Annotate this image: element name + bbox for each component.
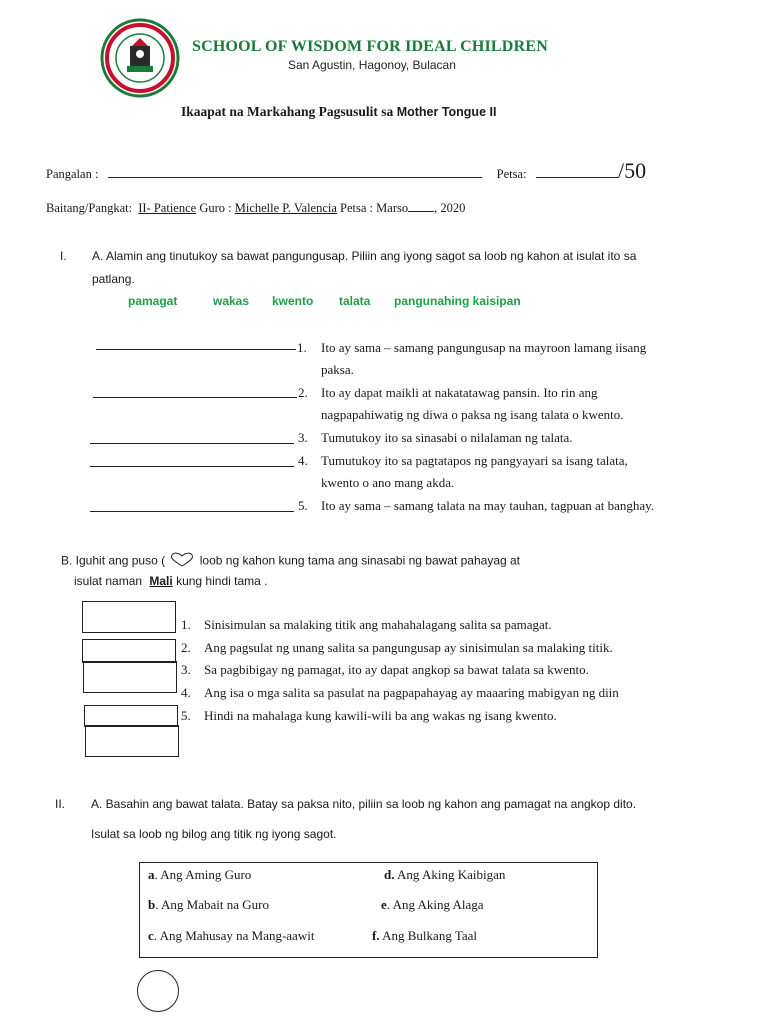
part1-roman: I. [60,249,67,263]
choice-item [148,928,314,944]
item-text: Ang isa o mga salita sa pasulat na pagpapahayag ay maaaring mabigyan ng diin [204,685,619,700]
item-text: Sinisimulan sa malaking titik ang mahahalagang salita sa pamagat. [204,617,552,632]
item-number: 1. [181,617,191,632]
answer-blank[interactable] [90,500,294,512]
school-address: San Agustin, Hagonoy, Bulacan [288,58,456,72]
word-bank-item: kwento [272,294,314,308]
item-number: 5. [181,708,191,723]
answer-box[interactable] [82,601,176,633]
choice-letter: c [148,928,154,943]
part1b-instruction-b: loob ng kahon kung tama ang sinasabi ng bawat pahayag at [199,553,521,568]
answer-box[interactable] [84,705,178,727]
name-label: Pangalan : [46,167,99,181]
choice-letter: d. [384,867,395,882]
item-text: Tumutukoy ito sa sinasabi o nilalaman ng talata. [321,430,573,445]
date-label: Petsa: [496,167,527,181]
item-number: 1. [297,340,307,355]
word-bank-item: pamagat [128,294,178,308]
part1b-instruction-1 [61,552,520,571]
score-total: /50 [618,158,647,183]
choice-text: . Ang Aming Guro [154,867,252,882]
item-text: kwento o ano mang akda. [321,475,455,490]
item-text: Sa pagbibigay ng pamagat, ito ay dapat angkop sa bawat talata sa kwento. [204,662,589,677]
choice-item [148,897,269,913]
part1-instruction-1: A. Alamin ang tinutukoy sa bawat pangungusap. Piliin ang iyong sagot sa loob ng kahon at isulat ito sa [92,249,637,263]
choice-letter: f. [372,928,380,943]
item-text: paksa. [321,362,354,377]
grade-row [46,200,465,216]
part1b-instruction-a: B. Iguhit ang puso ( [61,553,166,568]
item-number: 2. [298,385,308,400]
exam-title-subject: Mother Tongue II [396,105,497,119]
choice-letter: b [148,897,156,912]
item-number: 5. [298,498,308,513]
part1b-instruction-d: kung hindi tama . [176,574,268,588]
choice-item [148,867,251,883]
choice-letter: e [381,897,387,912]
teacher-label: Guro : [199,201,232,215]
part1b-instruction-2 [74,574,267,588]
item-number: 4. [298,453,308,468]
answer-box[interactable] [85,725,179,757]
part2-instruction-2: Isulat sa loob ng bilog ang titik ng iyong sagot. [91,827,337,841]
date-field[interactable] [536,166,618,178]
choice-text: . Ang Aking Alaga [386,897,484,912]
teacher-value: Michelle P. Valencia [234,201,337,215]
item-text: Ito ay sama – samang pangungusap na mayroon lamang iisang [321,340,647,355]
year-text: , 2020 [434,201,466,215]
name-field[interactable] [108,166,482,178]
answer-circle[interactable] [137,970,179,1012]
item-text: Ito ay sama – samang talata na may tauhan, tagpuan at banghay. [321,498,655,513]
item-text: Hindi na mahalaga kung kawili-wili ba ang wakas ng isang kwento. [204,708,557,723]
answer-box[interactable] [82,639,176,663]
item-number: 2. [181,640,191,655]
item-text: Ito ay dapat maikli at nakatatawag pansin. Ito rin ang [321,385,598,400]
choice-letter: a [148,867,155,882]
mali-word: Mali [149,574,173,588]
heart-icon [168,552,196,571]
item-text: Ang pagsulat ng unang salita sa pangungusap ay sinisimulan sa malaking titik. [204,640,613,655]
part2-instruction-1: A. Basahin ang bawat talata. Batay sa paksa nito, piliin sa loob ng kahon ang pamagat na angkop dito. [91,797,637,811]
school-name: SCHOOL OF WISDOM FOR IDEAL CHILDREN [192,38,548,55]
name-row [46,166,618,182]
date2-field[interactable] [408,200,434,212]
word-bank-item: talata [339,294,371,308]
word-bank-item: pangunahing kaisipan [394,294,521,308]
word-bank-item: wakas [213,294,250,308]
item-number: 4. [181,685,191,700]
exam-title-main: Ikaapat na Markahang Pagsusulit sa [181,104,397,119]
exam-title [181,104,496,120]
answer-blank[interactable] [90,432,294,444]
choice-text: . Ang Mabait na Guro [155,897,269,912]
grade-label: Baitang/Pangkat: [46,201,133,215]
school-logo [100,18,180,98]
answer-box[interactable] [83,661,177,693]
item-number: 3. [181,662,191,677]
choice-item [372,928,477,944]
choice-item [381,897,484,913]
date2-label: Petsa : Marso [340,201,409,215]
grade-value: II- Patience [138,201,197,215]
part2-roman: II. [55,797,66,811]
choice-text: . Ang Mahusay na Mang-aawit [153,928,315,943]
item-text: Tumutukoy ito sa pagtatapos ng pangyayari sa isang talata, [321,453,628,468]
choice-item [384,867,505,883]
part1b-instruction-c: isulat naman [74,574,143,588]
part1-instruction-2: patlang. [92,272,135,286]
answer-blank[interactable] [90,455,294,467]
answer-blank[interactable] [93,386,297,398]
choice-text: Ang Aking Kaibigan [394,867,506,882]
item-text: nagpapahiwatig ng diwa o paksa ng isang talata o kwento. [321,407,624,422]
answer-blank[interactable] [96,338,296,350]
item-number: 3. [298,430,308,445]
choice-text: Ang Bulkang Taal [379,928,478,943]
